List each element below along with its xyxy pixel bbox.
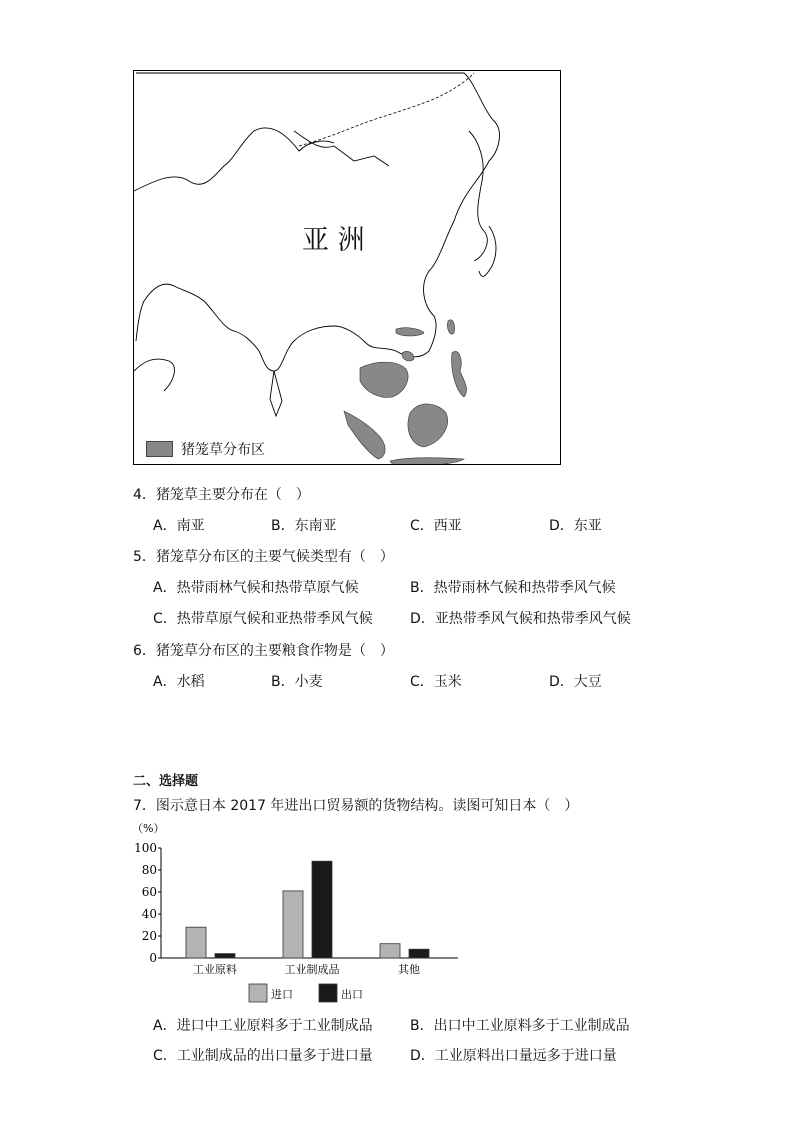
y-tick-label: 60: [141, 885, 157, 899]
q6-option-d[interactable]: D．大豆: [549, 674, 602, 690]
legend-label: 猪笼草分布区: [181, 442, 265, 458]
q5-option-d[interactable]: D．亚热带季风气候和热带季风气候: [410, 611, 631, 627]
trade-chart: [130, 818, 470, 1008]
q4-option-b[interactable]: B．东南亚: [271, 518, 337, 534]
legend-swatch: [146, 441, 173, 457]
question-5: 5．猪笼草分布区的主要气候类型有（ ）: [133, 549, 394, 565]
q7-option-d[interactable]: D．工业原料出口量远多于进口量: [410, 1048, 617, 1064]
x-tick-label: 工业原料: [193, 963, 237, 976]
legend-label-进口: 进口: [271, 988, 293, 1001]
map-title: 亚 洲: [302, 225, 365, 256]
y-tick-label: 20: [141, 929, 157, 943]
q6-option-a[interactable]: A．水稻: [153, 674, 205, 690]
trade-chart-svg: [130, 818, 470, 1008]
section-title: 二、选择题: [133, 774, 199, 789]
question-4: 4．猪笼草主要分布在（ ）: [133, 487, 310, 503]
question-6: 6．猪笼草分布区的主要粮食作物是（ ）: [133, 643, 394, 659]
question-7: 7．图示意日本 2017 年进出口贸易额的货物结构。读图可知日本（ ）: [133, 798, 579, 814]
x-tick-label: 其他: [398, 963, 420, 976]
x-tick-label: 工业制成品: [284, 963, 340, 976]
y-tick-label: 100: [134, 841, 157, 855]
asia-map: [133, 70, 561, 465]
q5-option-c[interactable]: C．热带草原气候和亚热带季风气候: [153, 611, 373, 627]
q7-option-c[interactable]: C．工业制成品的出口量多于进口量: [153, 1048, 373, 1064]
bar-出口-工业制成品: [312, 861, 332, 958]
q4-option-d[interactable]: D．东亚: [549, 518, 602, 534]
bar-出口-其他: [409, 949, 429, 958]
q6-option-c[interactable]: C．玉米: [410, 674, 462, 690]
asia-map-drawing: [134, 71, 561, 465]
q7-option-a[interactable]: A．进口中工业原料多于工业制成品: [153, 1018, 373, 1034]
q4-option-c[interactable]: C．西亚: [410, 518, 462, 534]
y-tick-label: 40: [141, 907, 157, 921]
bar-进口-工业制成品: [283, 891, 303, 958]
q5-option-b[interactable]: B．热带雨林气候和热带季风气候: [410, 580, 616, 596]
legend-swatch-出口: [319, 984, 337, 1002]
q7-option-b[interactable]: B．出口中工业原料多于工业制成品: [410, 1018, 630, 1034]
q6-option-b[interactable]: B．小麦: [271, 674, 323, 690]
q5-option-a[interactable]: A．热带雨林气候和热带草原气候: [153, 580, 359, 596]
y-tick-label: 0: [149, 951, 157, 965]
legend-swatch-进口: [249, 984, 267, 1002]
q4-option-a[interactable]: A．南亚: [153, 518, 205, 534]
y-tick-label: 80: [141, 863, 157, 877]
legend-label-出口: 出口: [341, 988, 363, 1001]
map-legend: [146, 439, 265, 459]
unit-label: （%）: [132, 822, 165, 835]
bar-出口-工业原料: [215, 954, 235, 958]
bar-进口-其他: [380, 944, 400, 958]
bar-进口-工业原料: [186, 927, 206, 958]
